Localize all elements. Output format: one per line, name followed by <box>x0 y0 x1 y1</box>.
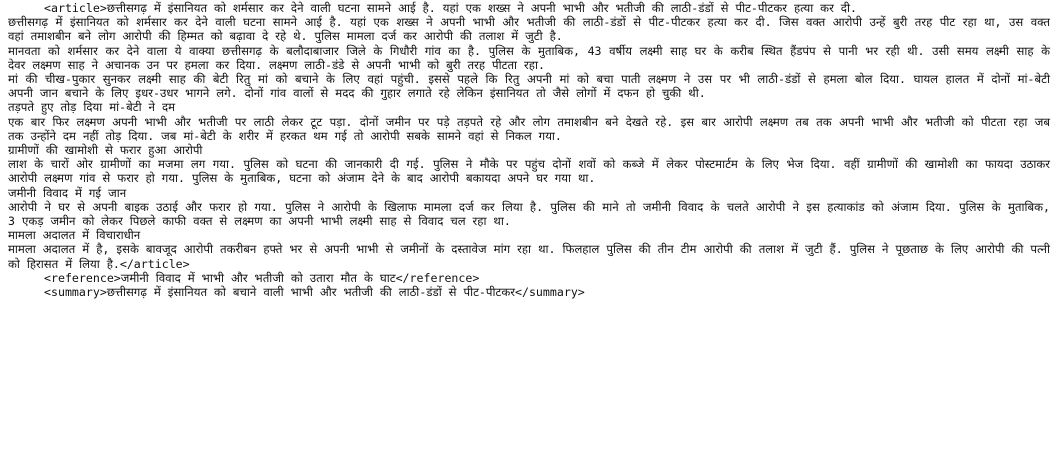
article-title-line <box>8 1 1050 15</box>
section-heading: जमीनी विवाद में गई जान <box>8 185 127 200</box>
paragraph: लाश के चारों ओर ग्रामीणों का मजमा लग गया. पुलिस को घटना की जानकारी दी गई. पुलिस ने मौके पर पहुंच दोनों शवों को कब्जे में लेकर पोस्टमार्टम के लिए भेज दिया. वहीं ग्रामीणों की खामोशी का फायदा उठाकर आरोपी लक्ष्मण गांव से फरार हो गया. पुलिस के मुताबिक, घटना को अंजाम देने के बाद आरोपी बकायदा अपने घर गया था. <box>8 157 1057 186</box>
paragraph: मानवता को शर्मसार कर देने वाला ये वाक्या छत्तीसगढ़ के बलौदाबाजार जिले के गिधौरी गांव का है. पुलिस के मुताबिक, 43 वर्षीय लक्ष्मी साह घर के करीब स्थित हैंडपंप से पानी भर रही थी. उसी समय लक्ष्मी साह के देवर लक्ष्मण साह ने अचानक उन पर हमला कर दिया. लक्ष्मण लाठी-डंडे से अपनी भाभी को बुरी तरह पीटता रहा. <box>8 43 1057 72</box>
paragraph: एक बार फिर लक्ष्मण अपनी भाभी और भतीजी पर लाठी लेकर टूट पड़ा. दोनों जमीन पर पड़े तड़पते रहे और लोग तमाशबीन बने देखते रहे. इस बार आरोपी लक्ष्मण तब तक अपनी भाभी और भतीजी को पीटता रहा जब तक उन्होंने दम नहीं तोड़ दिया. जब मां-बेटी के शरीर में हरकत थम गई तो आरोपी सबके सामने वहां से निकल गया. <box>8 114 1057 143</box>
paragraph: मां की चीख-पुकार सुनकर लक्ष्मी साह की बेटी रितु मां को बचाने के लिए वहां पहुंची. इससे पहले कि रितु अपनी मां को बचा पाती लक्ष्मण ने उस पर भी लाठी-डंडों से हमला बोल दिया. घायल हालत में दोनों मां-बेटी अपनी जान बचाने के लिए इधर-उधर भागने लगे. दोनों गांव वालों से मदद की गुहार लगाते रहे लेकिन इंसानियत तो जैसे लोगों में दफन हो चुकी थी. <box>8 72 1057 101</box>
section-heading: तड़पते हुए तोड़ दिया मां-बेटी ने दम <box>8 100 176 115</box>
section-heading: ग्रामीणों की खामोशी से फरार हुआ आरोपी <box>8 143 203 158</box>
paragraph: आरोपी ने घर से अपनी बाइक उठाई और फरार हो गया. पुलिस ने आरोपी के खिलाफ मामला दर्ज कर लिया है. पुलिस की माने तो जमीनी विवाद के चलते आरोपी ने इस हत्याकांड को अंजाम दिया. पुलिस के मुताबिक, 3 एकड़ जमीन को लेकर पिछले काफी वक्त से लक्ष्मण का अपनी भाभी लक्ष्मी साह से विवाद चल रहा था. <box>8 199 1057 229</box>
summary-line: <summary>छत्तीसगढ़ में इंसानियत को बचाने वाली भाभी और भतीजी की लाठी-डंडों से पीट-पीटकर</summary> <box>44 285 585 300</box>
paragraph-last <box>8 242 1057 271</box>
article-open-tag: <article> <box>44 1 107 15</box>
article-title: छत्तीसगढ़ में इंसानियत को शर्मसार कर देने वाली घटना सामने आई है. यहां एक शख्स ने अपनी भाभी और भतीजी की लाठी-डंडों से पीट-पीटकर हत्या कर दी. <box>106 1 857 15</box>
paragraph-text: मामला अदालत में है, इसके बावजूद आरोपी तकरीबन हफ्ते भर से अपनी भाभी से जमीनों के दस्तावेज मांग रहा था. फिलहाल पुलिस की तीन टीम आरोपी की तलाश में जुटी हैं. पुलिस ने पूछताछ के लिए आरोपी की पत्नी को हिरासत में लिया है. <box>8 242 1057 271</box>
reference-line: <reference>जमीनी विवाद में भाभी और भतीजी को उतारा मौत के घाट</reference> <box>44 270 480 285</box>
paragraph: छत्तीसगढ़ में इंसानियत को शर्मसार कर देने वाली घटना सामने आई है. यहां एक शख्स ने अपनी भाभी और भतीजी की लाठी-डंडों से पीट-पीटकर हत्या कर दी. जिस वक्त आरोपी उन्हें बुरी तरह पीट रहा था, उस वक्त वहां तमाशबीन बने लोग आरोपी की हिम्मत को बढ़ावा दे रहे थे. पुलिस मामला दर्ज कर आरोपी की तलाश में जुटी है. <box>8 15 1057 44</box>
section-heading: मामला अदालत में विचाराधीन <box>8 228 141 243</box>
article-close-tag: </article> <box>119 256 190 271</box>
